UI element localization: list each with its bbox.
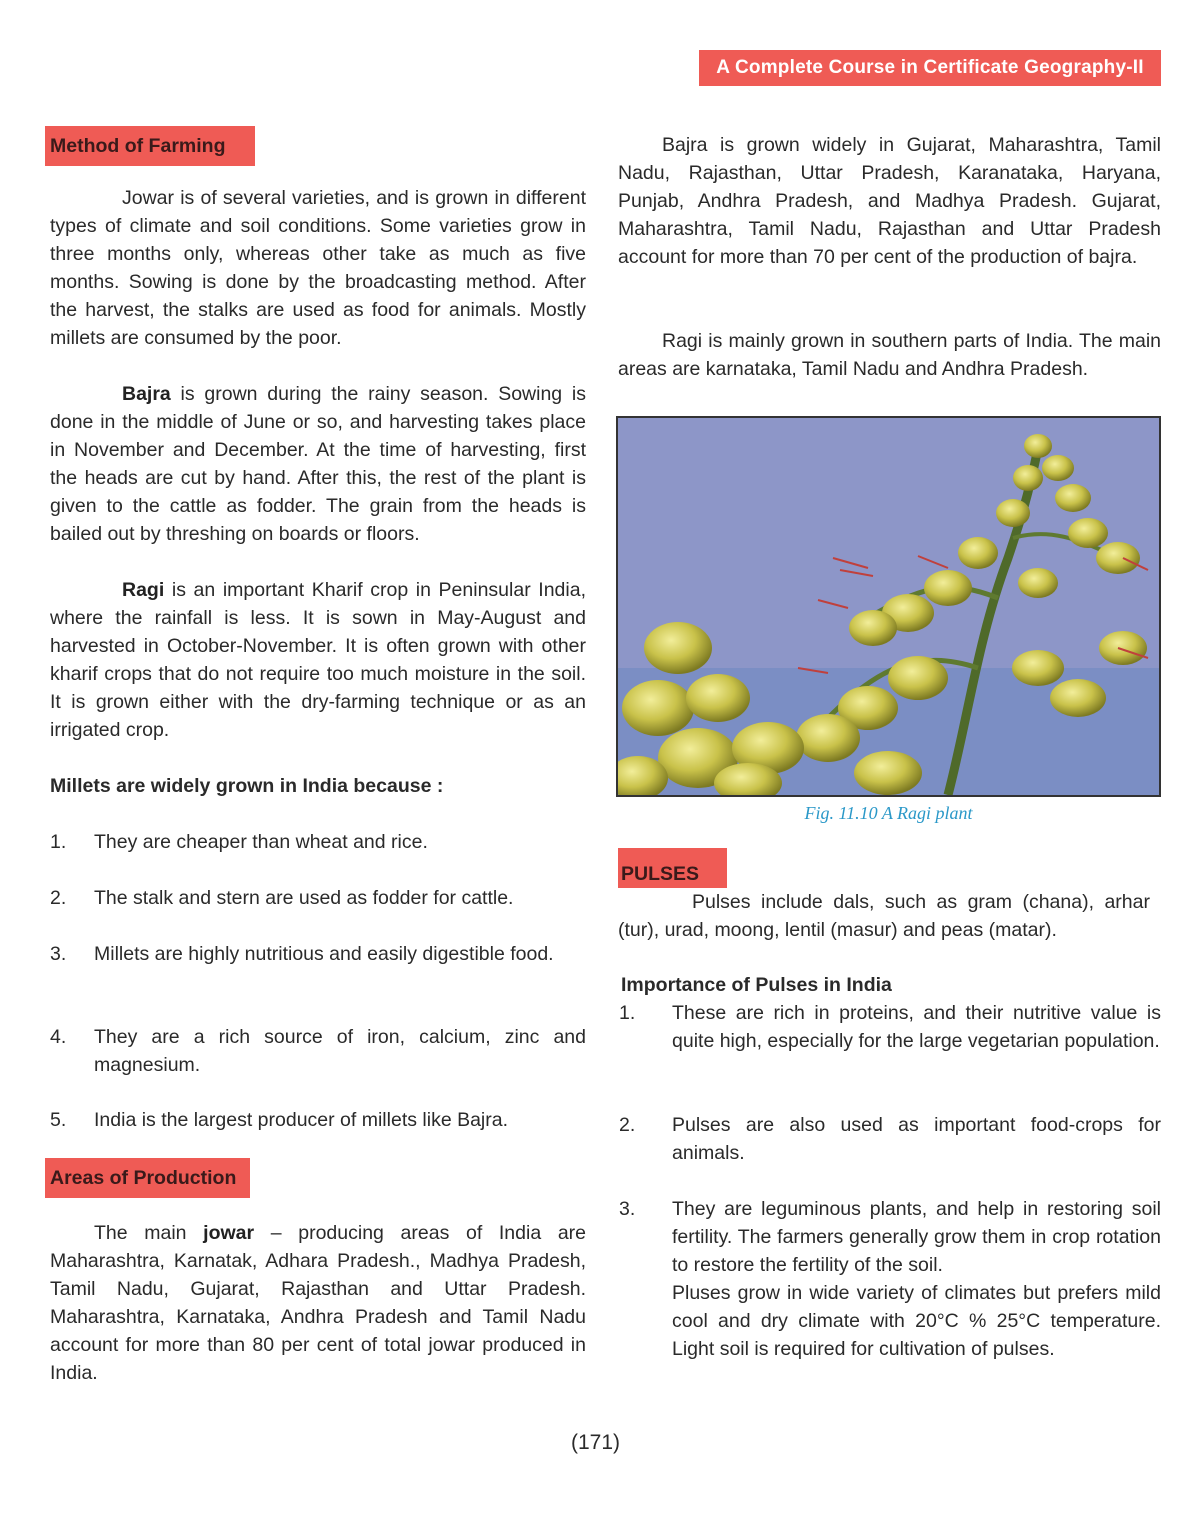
bajra-paragraph: Bajra is grown during the rainy season. Sowing is done in the middle of June or so, and harvesting takes place in November and December. At the time of harvesting, first the heads are cut by hand. After this, the rest of the plant is given to the cattle as fodder. The grain from the heads is bailed out by threshing on boards or floors. <box>50 383 586 545</box>
list-item: 1. They are cheaper than wheat and rice. <box>50 831 428 853</box>
ragi-paragraph: Ragi is an important Kharif crop in Peninsular India, where the rainfall is less. It is sown in May-August and harvested in October-November. It is often grown with other kharif crops that do not require too much moisture in the soil. It is grown either with the dry-farming technique or as an irrigated crop. <box>50 579 586 741</box>
section-heading-areas-of-production <box>45 1158 250 1198</box>
importance-heading: Importance of Pulses in India <box>621 974 892 996</box>
millets-heading: Millets are widely grown in India because : <box>50 775 444 797</box>
section-heading-method-of-farming <box>45 126 255 166</box>
list-item: 3. They are leguminous plants, and help in restoring soil fertility. The farmers generally grow them in crop rotation to restore the fertility of the soil. <box>619 1198 1161 1276</box>
page-number: (171) <box>570 1431 621 1454</box>
list-item: 2. The stalk and stern are used as fodder for cattle. <box>50 887 514 909</box>
climate-paragraph: Pluses grow in wide variety of climates but prefers mild cool and dry climate with 20°C % 25°C temperature. Light soil is required for cultivation of pulses. <box>672 1282 1161 1360</box>
jowar-term: jowar <box>203 1222 255 1244</box>
list-item: 1. These are rich in proteins, and their nutritive value is quite high, especially for the large vegetarian population. <box>619 1002 1161 1052</box>
section-heading-pulses <box>618 848 727 888</box>
ragi-plant-illustration <box>618 418 1159 795</box>
bajra-areas-paragraph: Bajra is grown widely in Gujarat, Maharashtra, Tamil Nadu, Rajasthan, Uttar Pradesh, Karanataka, Haryana, Punjab, Andhra Pradesh, and Madhya Pradesh. Gujarat, Maharashtra, Tamil Nadu, Rajasthan and Uttar Pradesh account for more than 70 per cent of the production of bajra. <box>618 134 1161 268</box>
bajra-term: Bajra <box>122 383 171 405</box>
ragi-areas-paragraph: Ragi is mainly grown in southern parts of India. The main areas are karnataka, Tamil Nadu and Andhra Pradesh. <box>618 330 1161 380</box>
book-title-badge: A Complete Course in Certificate Geography-II <box>699 50 1161 86</box>
areas-paragraph: The main jowar – producing areas of India are Maharashtra, Karnatak, Adhara Pradesh., Madhya Pradesh, Tamil Nadu, Gujarat, Rajasthan and Uttar Pradesh. Maharashtra, Karnataka, Andhra Pradesh and Tamil Nadu account for more than 80 per cent of total jowar produced in India. <box>50 1222 586 1384</box>
figure-caption: Fig. 11.10 A Ragi plant <box>804 803 973 823</box>
list-item: 2. Pulses are also used as important food-crops for animals. <box>619 1114 1161 1164</box>
pulses-paragraph: Pulses include dals, such as gram (chana), arhar (tur), urad, moong, lentil (masur) and peas (matar). <box>618 891 1150 941</box>
ragi-plant-photo <box>616 416 1161 797</box>
list-item: 3. Millets are highly nutritious and easily digestible food. <box>50 943 554 965</box>
ragi-term: Ragi <box>122 579 165 601</box>
section-heading-text: Method of Farming <box>50 134 226 157</box>
list-item: 5. India is the largest producer of millets like Bajra. <box>50 1109 509 1131</box>
method-paragraph: Jowar is of several varieties, and is grown in different types of climate and soil conditions. Some varieties grow in three months only, whereas other take as much as five months. Sowing is done by the broadcasting method. After the harvest, the stalks are used as food for animals. Mostly millets are consumed by the poor. <box>50 187 586 349</box>
section-heading-text: PULSES <box>621 862 700 885</box>
section-heading-text: Areas of Production <box>50 1166 237 1189</box>
list-item: 4. They are a rich source of iron, calcium, zinc and magnesium. <box>50 1026 586 1076</box>
